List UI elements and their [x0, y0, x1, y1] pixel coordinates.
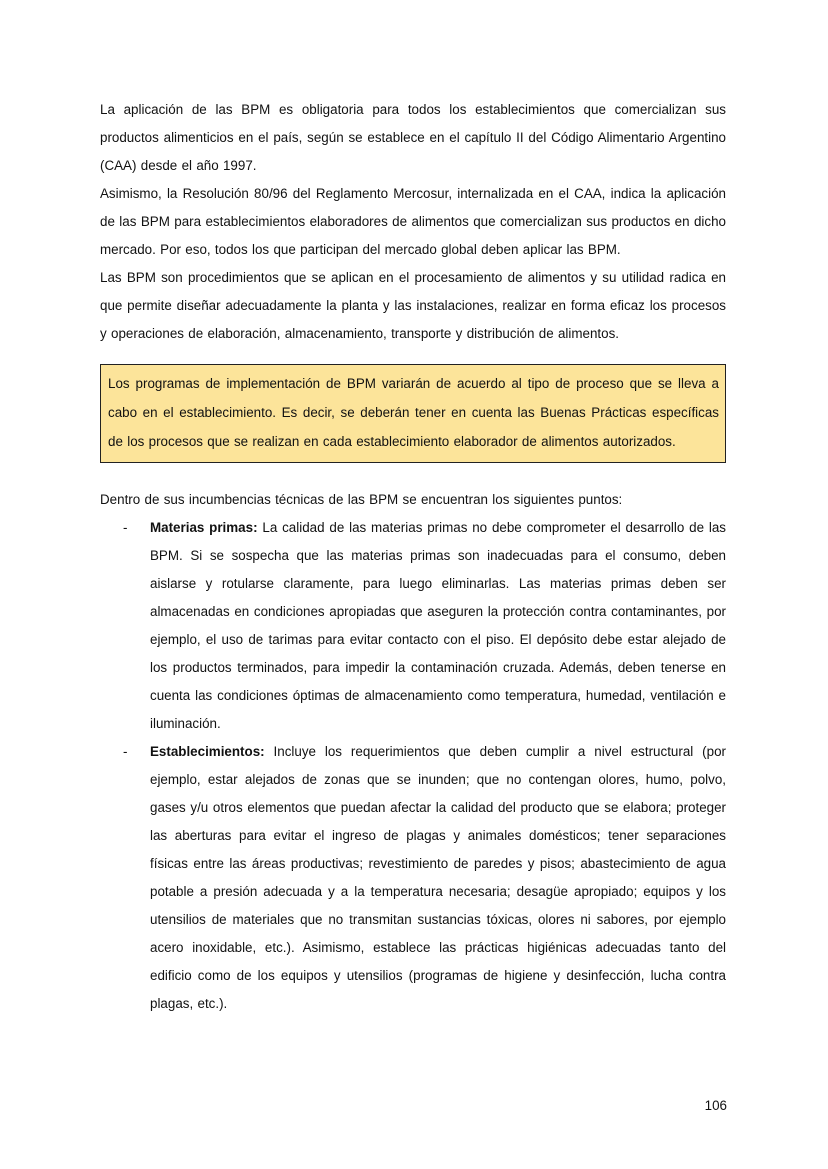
list-item-paragraph [150, 514, 726, 738]
paragraph-bpm-procedures: Las BPM son procedimientos que se aplican en el procesamiento de alimentos y su utilidad radica en que permite diseñar adecuadamente la planta y las instalaciones, realizar en forma eficaz los procesos y operaciones de elaboración, almacenamiento, transporte y distribución de alimentos. [100, 270, 726, 341]
list-intro: Dentro de sus incumbencias técnicas de las BPM se encuentran los siguientes puntos: [100, 492, 623, 507]
highlight-callout-box [100, 364, 726, 463]
list-item-text: Incluye los requerimientos que deben cumplir a nivel estructural (por ejemplo, estar alejados de zonas que se inunden; que no contengan olores, humo, polvo, gases y/u otros elementos que puedan afectar la calidad del producto que se elabora; proteger las aberturas para evitar el ingreso de plagas y animales domésticos; tener separaciones físicas entre las áreas productivas; revestimiento de paredes y pisos; abastecimiento de agua potable a presión adecuada y a la temperatura necesaria; desagüe apropiado; equipos y los utensilios de materiales que no transmitan sustancias tóxicas, olores ni sabores, por ejemplo acero inoxidable, etc.). Asimismo, establece las prácticas higiénicas adecuadas tanto del edificio como de los equipos y utensilios (programas de higiene y desinfección, lucha contra plagas, etc.). [150, 744, 726, 1011]
list-item [100, 738, 726, 1018]
term-materias-primas: Materias primas: [150, 520, 258, 535]
list-item [100, 514, 726, 738]
paragraph-bpm-obligatory: La aplicación de las BPM es obligatoria para todos los establecimientos que comercializan sus productos alimenticios en el país, según se establece en el capítulo II del Código Alimentario Argentino (CAA) desde el año 1997. [100, 102, 726, 173]
page-content [100, 96, 726, 1018]
term-establecimientos: Establecimientos: [150, 744, 265, 759]
bullet-dash: - [123, 744, 128, 759]
bullet-list [100, 514, 726, 1018]
bullet-dash: - [123, 520, 128, 535]
page-number: 106 [704, 1098, 727, 1113]
paragraph-mercosur-resolution: Asimismo, la Resolución 80/96 del Reglamento Mercosur, internalizada en el CAA, indica la aplicación de las BPM para establecimientos elaboradores de alimentos que comercializan sus productos en dicho mercado. Por eso, todos los que participan del mercado global deben aplicar las BPM. [100, 186, 726, 257]
list-item-text: La calidad de las materias primas no debe comprometer el desarrollo de las BPM. Si se sospecha que las materias primas son inadecuadas para el consumo, deben aislarse y rotularse claramente, para luego eliminarlas. Las materias primas deben ser almacenadas en condiciones apropiadas que aseguren la protección contra contaminantes, por ejemplo, el uso de tarimas para evitar contacto con el piso. El depósito debe estar alejado de los productos terminados, para impedir la contaminación cruzada. Además, deben tenerse en cuenta las condiciones óptimas de almacenamiento como temperatura, humedad, ventilación e iluminación. [150, 520, 727, 731]
callout-text: Los programas de implementación de BPM variarán de acuerdo al tipo de proceso que se lleva a cabo en el establecimiento. Es decir, se deberán tener en cuenta las Buenas Prácticas específicas de los procesos que se realizan en cada establecimiento elaborador de alimentos autorizados. [108, 376, 719, 449]
list-item-paragraph [150, 738, 726, 1018]
